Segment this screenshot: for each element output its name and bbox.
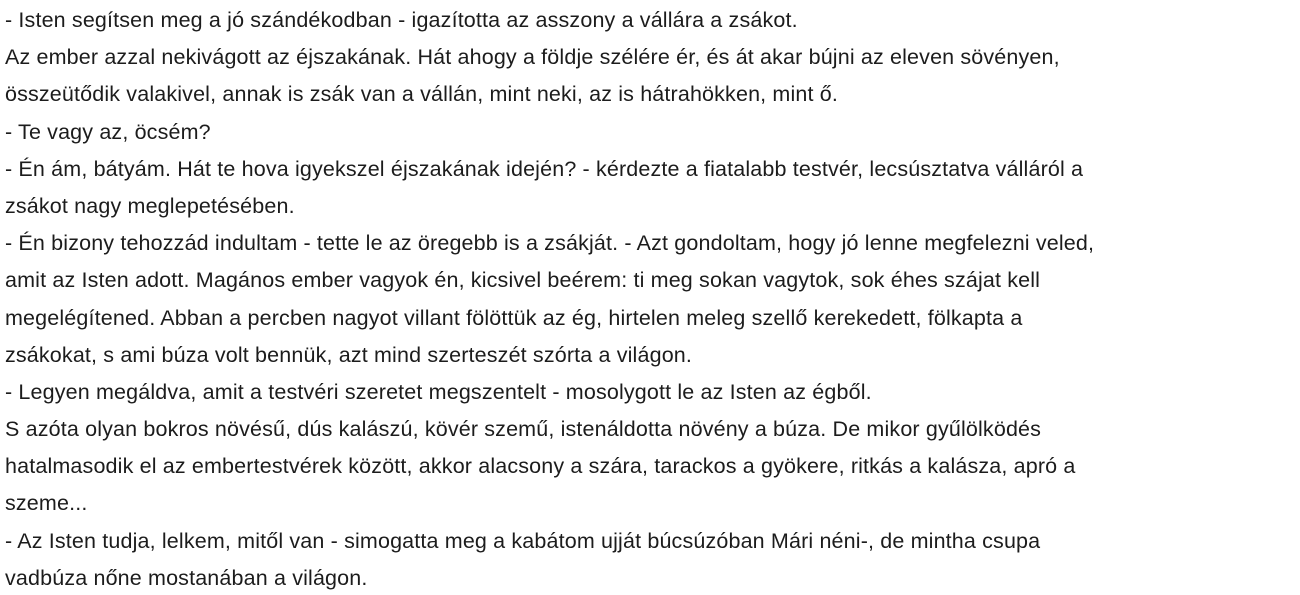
text-line: - Te vagy az, öcsém? [5, 119, 211, 144]
text-line: Az ember azzal nekivágott az éjszakának. Hát ahogy a földje szélére ér, és át akar bújni az eleven sövényen, [5, 45, 1060, 70]
text-line: vadbúza nőne mostanában a világon. [5, 565, 368, 590]
text-line: megelégítened. Abban a percben nagyot villant fölöttük az ég, hirtelen meleg szellő kerekedett, fölkapta a [5, 305, 1023, 330]
text-line: - Az Isten tudja, lelkem, mitől van - simogatta meg a kabátom ujját búcsúzóban Mári néni-, de mintha csupa [5, 528, 1041, 553]
text-line: - Isten segítsen meg a jó szándékodban - igazította az asszony a vállára a zsákot. [5, 8, 798, 32]
text-line: amit az Isten adott. Magános ember vagyok én, kicsivel beérem: ti meg sokan vagytok, sok éhes szájat kell [5, 268, 1041, 293]
text-line: zsákokat, s ami búza volt bennük, azt mind szerteszét szórta a világon. [5, 342, 693, 367]
text-line: szeme... [5, 491, 88, 516]
text-line: - Én ám, bátyám. Hát te hova igyekszel éjszakának idején? - kérdezte a fiatalabb testvér, lecsúsztatva válláról a [5, 156, 1084, 181]
text-line: hatalmasodik el az embertestvérek között, akkor alacsony a szára, tarackos a gyökere, ritkás a kalásza, apró a [5, 454, 1076, 479]
text-line: összeütődik valakivel, annak is zsák van a vállán, mint neki, az is hátrahökken, mint ő. [5, 82, 838, 107]
text-line: zsákot nagy meglepetésében. [5, 193, 295, 218]
text-line: S azóta olyan bokros növésű, dús kalászú, kövér szemű, istenáldotta növény a búza. De mikor gyűlölködés [5, 417, 1042, 442]
text-line: - Én bizony tehozzád indultam - tette le az öregebb is a zsákját. - Azt gondoltam, hogy jó lenne megfelezni veled, [5, 231, 1095, 256]
text-line: - Legyen megáldva, amit a testvéri szeretet megszentelt - mosolygott le az Isten az égből. [5, 379, 872, 404]
